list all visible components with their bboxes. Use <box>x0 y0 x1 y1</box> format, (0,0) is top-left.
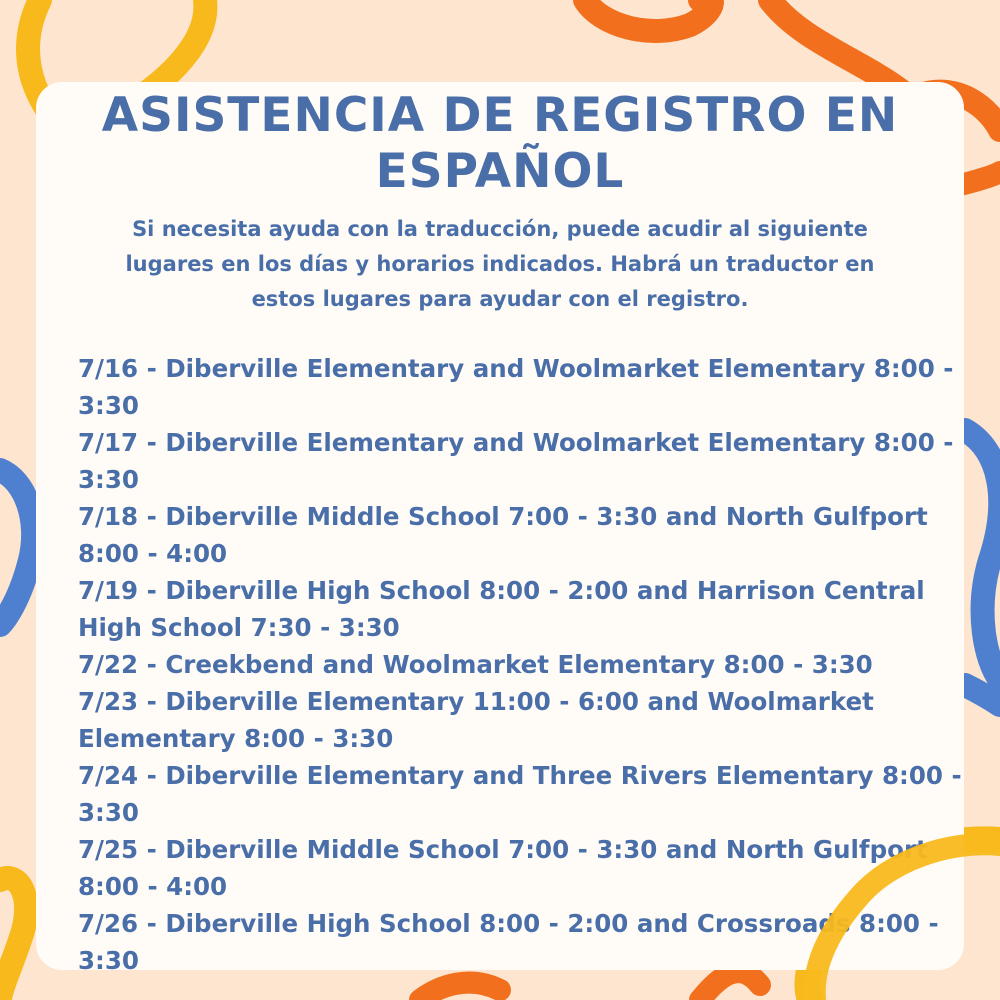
schedule-entry: 7/22 - Creekbend and Woolmarket Elementary 8:00 - 3:30 <box>78 650 873 679</box>
schedule-entry: 7/19 - Diberville High School 8:00 - 2:00 and Harrison Central High School 7:30 - 3:30 <box>78 576 925 642</box>
orange-squiggle-right <box>960 172 1000 185</box>
schedule-entry: 7/26 - Diberville High School 8:00 - 2:00 and Crossroads 8:00 - 3:30 <box>78 909 939 975</box>
schedule-entry: 7/23 - Diberville Elementary 11:00 - 6:00 and Woolmarket Elementary 8:00 - 3:30 <box>78 687 874 753</box>
page-title: ASISTENCIA DE REGISTRO EN ESPAÑOL <box>101 88 899 199</box>
schedule-entry: 7/24 - Diberville Elementary and Three Rivers Elementary 8:00 - 3:30 <box>78 761 962 827</box>
schedule-entry: 7/25 - Diberville Middle School 7:00 - 3:30 and North Gulfport 8:00 - 4:00 <box>78 835 928 901</box>
schedule-list <box>78 350 963 979</box>
blue-squiggle-right <box>965 430 1000 705</box>
schedule-entry: 7/17 - Diberville Elementary and Woolmarket Elementary 8:00 - 3:30 <box>78 428 954 494</box>
blue-squiggle-left <box>0 470 33 625</box>
yellow-squiggle-bottom-left <box>0 878 26 1000</box>
schedule-entry: 7/16 - Diberville Elementary and Woolmarket Elementary 8:00 - 3:30 <box>78 354 954 420</box>
intro-text: Si necesita ayuda con la traducción, puede acudir al siguiente lugares en los días y horarios indicados. Habrá un traductor en estos lugares para ayudar con el registro. <box>125 217 875 311</box>
schedule-entry: 7/18 - Diberville Middle School 7:00 - 3:30 and North Gulfport 8:00 - 4:00 <box>78 502 928 568</box>
